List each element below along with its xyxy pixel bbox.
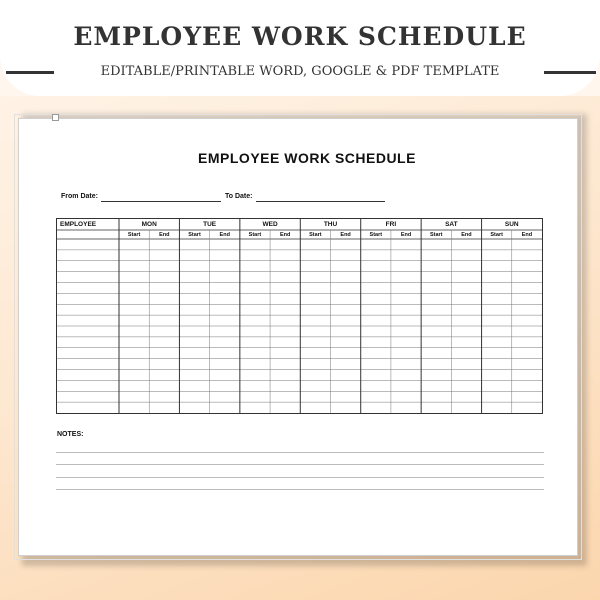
employee-header: EMPLOYEE (60, 221, 97, 228)
day-header-sat: SAT (445, 221, 458, 228)
notes-line[interactable] (56, 464, 544, 465)
start-header: Start (127, 231, 141, 238)
end-header: End (219, 231, 230, 238)
day-header-tue: TUE (203, 221, 217, 228)
end-header: End (400, 231, 412, 238)
end-header: End (340, 231, 351, 238)
end-header: End (521, 231, 533, 238)
start-header: Start (369, 231, 383, 238)
corner-marker-icon (52, 114, 59, 121)
notes-label: NOTES: (57, 431, 84, 438)
schedule-grid (57, 219, 544, 415)
from-date-label: From Date: (61, 193, 98, 200)
banner (0, 0, 600, 96)
banner-title: EMPLOYEE WORK SCHEDULE (73, 22, 527, 51)
banner-rule-right (544, 71, 596, 74)
end-header: End (279, 231, 291, 238)
schedule-table (56, 218, 543, 414)
day-header-thu: THU (323, 221, 338, 228)
start-header: Start (429, 231, 443, 238)
start-header: Start (248, 231, 262, 238)
notes-line[interactable] (56, 489, 544, 490)
day-header-wed: WED (262, 221, 278, 228)
document-title: EMPLOYEE WORK SCHEDULE (198, 150, 416, 166)
start-header: Start (490, 231, 503, 238)
to-date-field[interactable] (256, 201, 385, 202)
from-date-field[interactable] (101, 201, 221, 202)
day-header-fri: FRI (385, 221, 397, 228)
end-header: End (461, 231, 472, 238)
notes-line[interactable] (56, 452, 544, 453)
to-date-label: To Date: (225, 193, 253, 200)
notes-line[interactable] (56, 477, 544, 478)
banner-subtitle: EDITABLE/PRINTABLE WORD, GOOGLE & PDF TEMPLATE (100, 64, 500, 79)
end-header: End (159, 231, 170, 238)
day-header-mon: MON (141, 221, 157, 228)
day-header-sun: SUN (504, 221, 519, 228)
start-header: Start (309, 231, 322, 238)
start-header: Start (188, 231, 201, 238)
